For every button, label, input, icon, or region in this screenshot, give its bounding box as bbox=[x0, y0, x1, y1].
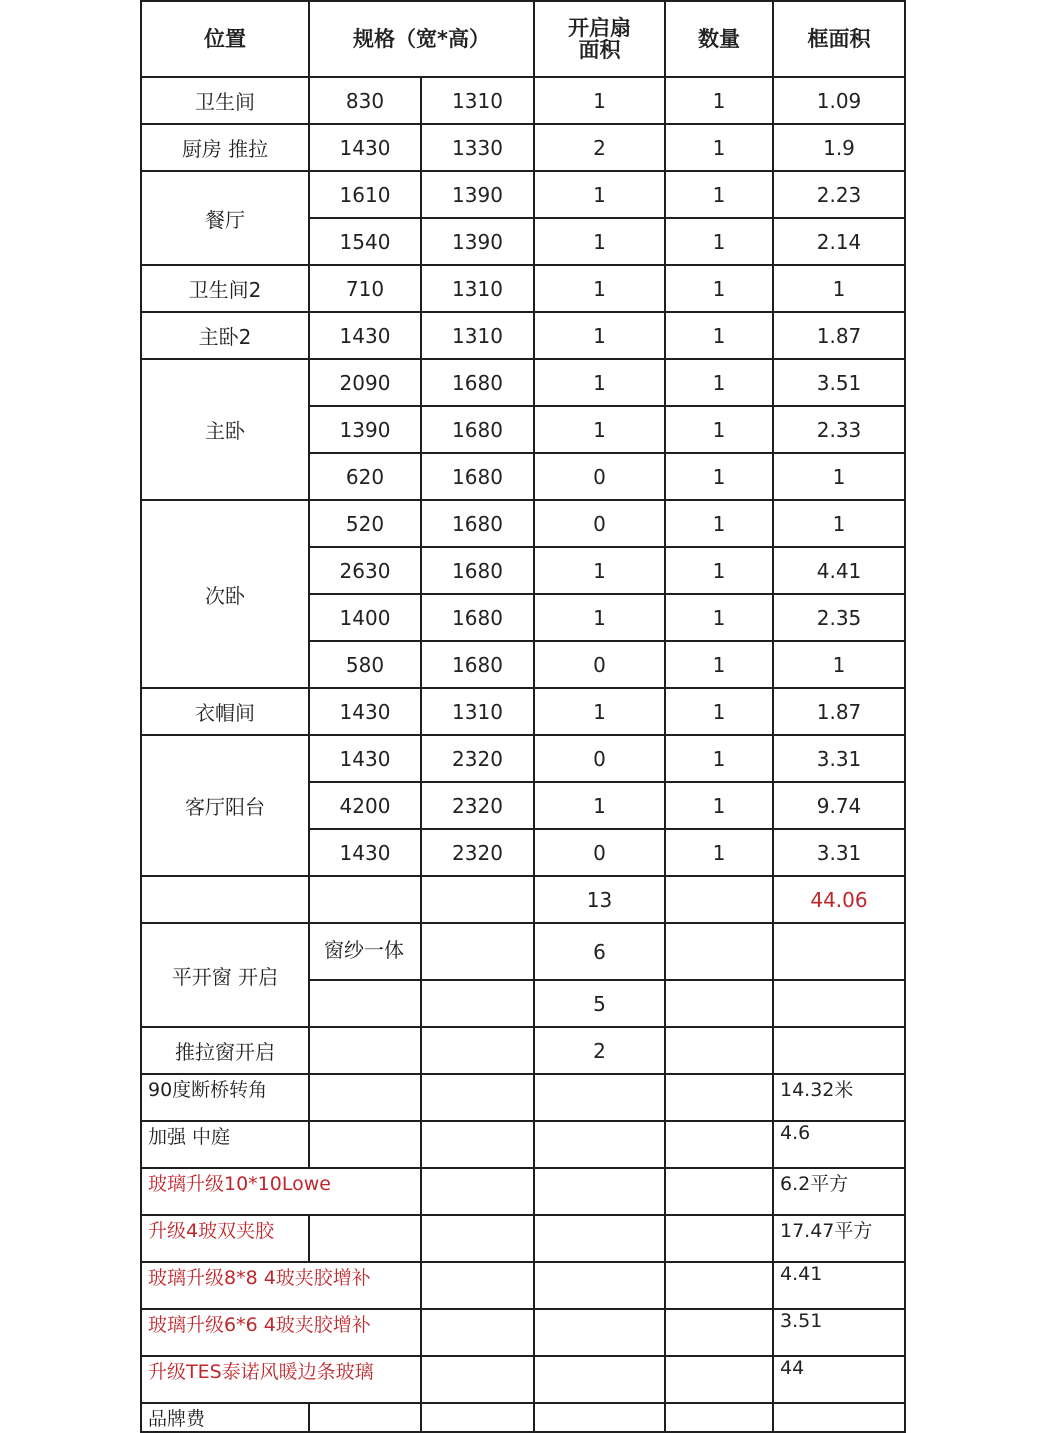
table-row bbox=[141, 359, 905, 406]
cell-frame-area: 2.33 bbox=[773, 406, 905, 453]
extra-label: 玻璃升级8*8 4玻夹胶增补 bbox=[141, 1262, 421, 1309]
cell-open-area: 1 bbox=[534, 594, 665, 641]
extra-label: 升级4玻双夹胶 bbox=[141, 1215, 309, 1262]
empty-cell bbox=[309, 1027, 421, 1074]
extra-value: 3.51 bbox=[773, 1309, 905, 1356]
empty-cell bbox=[309, 980, 421, 1027]
cell-height: 1310 bbox=[421, 688, 534, 735]
cell-height: 2320 bbox=[421, 782, 534, 829]
empty-cell bbox=[773, 1403, 905, 1432]
cell-height: 2320 bbox=[421, 735, 534, 782]
cell-quantity: 1 bbox=[665, 594, 773, 641]
cell-open-area: 1 bbox=[534, 171, 665, 218]
cell-quantity: 1 bbox=[665, 124, 773, 171]
cell-width: 1400 bbox=[309, 594, 421, 641]
window-spec-table bbox=[140, 0, 906, 1433]
cell-frame-area: 1 bbox=[773, 453, 905, 500]
cell-open-area: 1 bbox=[534, 218, 665, 265]
extra-row bbox=[141, 1121, 905, 1168]
empty-cell bbox=[421, 923, 534, 980]
empty-cell bbox=[534, 1262, 665, 1309]
cell-quantity: 1 bbox=[665, 312, 773, 359]
empty-cell bbox=[534, 1309, 665, 1356]
cell-width: 2090 bbox=[309, 359, 421, 406]
extra-value: 4.41 bbox=[773, 1262, 905, 1309]
cell-width: 1430 bbox=[309, 829, 421, 876]
empty-cell bbox=[421, 1262, 534, 1309]
cell-location: 餐厅 bbox=[141, 171, 309, 265]
empty-cell bbox=[309, 876, 421, 923]
empty-cell bbox=[665, 1309, 773, 1356]
cell-height: 2320 bbox=[421, 829, 534, 876]
cell-height: 1680 bbox=[421, 359, 534, 406]
empty-cell bbox=[534, 1356, 665, 1403]
empty-cell bbox=[665, 1356, 773, 1403]
cell-open-area: 2 bbox=[534, 124, 665, 171]
extra-value: 44 bbox=[773, 1356, 905, 1403]
empty-cell bbox=[665, 1121, 773, 1168]
cell-open-area: 1 bbox=[534, 782, 665, 829]
total-frame-area: 44.06 bbox=[773, 876, 905, 923]
cell-frame-area: 1.87 bbox=[773, 312, 905, 359]
empty-cell bbox=[534, 1215, 665, 1262]
empty-cell bbox=[773, 980, 905, 1027]
empty-cell bbox=[534, 1074, 665, 1121]
cell-location: 卫生间2 bbox=[141, 265, 309, 312]
empty-cell bbox=[421, 1403, 534, 1432]
cell-height: 1310 bbox=[421, 312, 534, 359]
cell-height: 1330 bbox=[421, 124, 534, 171]
table-row bbox=[141, 688, 905, 735]
header-quantity: 数量 bbox=[665, 1, 773, 77]
empty-cell bbox=[665, 1262, 773, 1309]
empty-cell bbox=[421, 1027, 534, 1074]
cell-quantity: 1 bbox=[665, 218, 773, 265]
empty-cell bbox=[665, 1074, 773, 1121]
cell-quantity: 1 bbox=[665, 641, 773, 688]
table-row bbox=[141, 312, 905, 359]
sliding-label: 推拉窗开启 bbox=[141, 1027, 309, 1074]
empty-cell bbox=[309, 1403, 421, 1432]
extra-row bbox=[141, 1309, 905, 1356]
cell-height: 1680 bbox=[421, 641, 534, 688]
cell-width: 1430 bbox=[309, 688, 421, 735]
cell-width: 4200 bbox=[309, 782, 421, 829]
cell-quantity: 1 bbox=[665, 735, 773, 782]
header-spec: 规格（宽*高） bbox=[309, 1, 534, 77]
cell-width: 1540 bbox=[309, 218, 421, 265]
cell-width: 620 bbox=[309, 453, 421, 500]
casement-row bbox=[141, 923, 905, 980]
empty-cell bbox=[421, 1356, 534, 1403]
cell-quantity: 1 bbox=[665, 359, 773, 406]
extra-label: 加强 中庭 bbox=[141, 1121, 309, 1168]
cell-frame-area: 3.31 bbox=[773, 829, 905, 876]
cell-quantity: 1 bbox=[665, 406, 773, 453]
cell-width: 1430 bbox=[309, 312, 421, 359]
cell-height: 1680 bbox=[421, 594, 534, 641]
cell-height: 1680 bbox=[421, 406, 534, 453]
empty-cell bbox=[421, 1168, 534, 1215]
cell-location: 主卧 bbox=[141, 359, 309, 500]
cell-location: 客厅阳台 bbox=[141, 735, 309, 876]
empty-cell bbox=[665, 1215, 773, 1262]
cell-quantity: 1 bbox=[665, 77, 773, 124]
empty-cell bbox=[421, 1074, 534, 1121]
cell-open-area: 1 bbox=[534, 77, 665, 124]
empty-cell bbox=[773, 923, 905, 980]
empty-cell bbox=[665, 1168, 773, 1215]
empty-cell bbox=[309, 1074, 421, 1121]
cell-frame-area: 1 bbox=[773, 641, 905, 688]
extra-label: 品牌费 bbox=[141, 1403, 309, 1432]
cell-frame-area: 2.23 bbox=[773, 171, 905, 218]
cell-height: 1680 bbox=[421, 547, 534, 594]
empty-cell bbox=[141, 876, 309, 923]
cell-width: 1610 bbox=[309, 171, 421, 218]
extra-row bbox=[141, 1168, 905, 1215]
extra-label: 玻璃升级10*10Lowe bbox=[141, 1168, 421, 1215]
cell-width: 2630 bbox=[309, 547, 421, 594]
cell-height: 1310 bbox=[421, 265, 534, 312]
cell-location: 衣帽间 bbox=[141, 688, 309, 735]
extra-label: 玻璃升级6*6 4玻夹胶增补 bbox=[141, 1309, 421, 1356]
empty-cell bbox=[534, 1121, 665, 1168]
cell-quantity: 1 bbox=[665, 782, 773, 829]
casement-open-2: 5 bbox=[534, 980, 665, 1027]
extra-value: 6.2平方 bbox=[773, 1168, 905, 1215]
cell-quantity: 1 bbox=[665, 453, 773, 500]
header-row bbox=[141, 1, 905, 77]
total-open-area: 13 bbox=[534, 876, 665, 923]
extra-value: 17.47平方 bbox=[773, 1215, 905, 1262]
cell-quantity: 1 bbox=[665, 500, 773, 547]
empty-cell bbox=[773, 1027, 905, 1074]
cell-height: 1390 bbox=[421, 218, 534, 265]
cell-height: 1390 bbox=[421, 171, 534, 218]
header-open-area: 开启扇面积 bbox=[534, 1, 665, 77]
extra-label: 升级TES泰诺风暖边条玻璃 bbox=[141, 1356, 421, 1403]
sliding-row bbox=[141, 1027, 905, 1074]
cell-width: 520 bbox=[309, 500, 421, 547]
header-location: 位置 bbox=[141, 1, 309, 77]
cell-width: 710 bbox=[309, 265, 421, 312]
cell-quantity: 1 bbox=[665, 829, 773, 876]
empty-cell bbox=[534, 1168, 665, 1215]
extra-row bbox=[141, 1074, 905, 1121]
header-frame-area: 框面积 bbox=[773, 1, 905, 77]
cell-open-area: 0 bbox=[534, 829, 665, 876]
cell-width: 1390 bbox=[309, 406, 421, 453]
cell-open-area: 1 bbox=[534, 359, 665, 406]
empty-cell bbox=[534, 1403, 665, 1432]
table-row bbox=[141, 500, 905, 547]
cell-height: 1680 bbox=[421, 500, 534, 547]
extra-value: 4.6 bbox=[773, 1121, 905, 1168]
cell-open-area: 1 bbox=[534, 688, 665, 735]
cell-open-area: 1 bbox=[534, 265, 665, 312]
cell-frame-area: 2.14 bbox=[773, 218, 905, 265]
extra-row bbox=[141, 1262, 905, 1309]
empty-cell bbox=[665, 980, 773, 1027]
extra-label: 90度断桥转角 bbox=[141, 1074, 309, 1121]
table-row bbox=[141, 171, 905, 218]
empty-cell bbox=[421, 1121, 534, 1168]
empty-cell bbox=[665, 923, 773, 980]
cell-frame-area: 1 bbox=[773, 500, 905, 547]
extra-value: 14.32米 bbox=[773, 1074, 905, 1121]
sliding-open: 2 bbox=[534, 1027, 665, 1074]
cell-location: 厨房 推拉 bbox=[141, 124, 309, 171]
cell-location: 次卧 bbox=[141, 500, 309, 688]
cell-height: 1310 bbox=[421, 77, 534, 124]
cell-open-area: 0 bbox=[534, 735, 665, 782]
casement-open-1: 6 bbox=[534, 923, 665, 980]
cell-frame-area: 2.35 bbox=[773, 594, 905, 641]
table-row bbox=[141, 735, 905, 782]
cell-quantity: 1 bbox=[665, 688, 773, 735]
cell-frame-area: 4.41 bbox=[773, 547, 905, 594]
empty-cell bbox=[421, 876, 534, 923]
cell-open-area: 0 bbox=[534, 641, 665, 688]
extra-row bbox=[141, 1215, 905, 1262]
cell-frame-area: 9.74 bbox=[773, 782, 905, 829]
cell-open-area: 1 bbox=[534, 547, 665, 594]
cell-frame-area: 1.9 bbox=[773, 124, 905, 171]
cell-open-area: 1 bbox=[534, 406, 665, 453]
cell-frame-area: 3.31 bbox=[773, 735, 905, 782]
cell-width: 1430 bbox=[309, 735, 421, 782]
cell-width: 580 bbox=[309, 641, 421, 688]
cell-open-area: 0 bbox=[534, 500, 665, 547]
cell-frame-area: 1.87 bbox=[773, 688, 905, 735]
cell-open-area: 0 bbox=[534, 453, 665, 500]
cell-height: 1680 bbox=[421, 453, 534, 500]
casement-label: 平开窗 开启 bbox=[141, 923, 309, 1027]
cell-width: 830 bbox=[309, 77, 421, 124]
cell-quantity: 1 bbox=[665, 265, 773, 312]
cell-quantity: 1 bbox=[665, 547, 773, 594]
empty-cell bbox=[665, 876, 773, 923]
extra-row bbox=[141, 1356, 905, 1403]
cell-open-area: 1 bbox=[534, 312, 665, 359]
table-row bbox=[141, 77, 905, 124]
cell-width: 1430 bbox=[309, 124, 421, 171]
cell-frame-area: 1.09 bbox=[773, 77, 905, 124]
extra-row bbox=[141, 1403, 905, 1432]
casement-note: 窗纱一体 bbox=[309, 923, 421, 980]
table-row bbox=[141, 265, 905, 312]
empty-cell bbox=[665, 1027, 773, 1074]
empty-cell bbox=[421, 1309, 534, 1356]
empty-cell bbox=[421, 980, 534, 1027]
cell-quantity: 1 bbox=[665, 171, 773, 218]
cell-frame-area: 1 bbox=[773, 265, 905, 312]
empty-cell bbox=[309, 1121, 421, 1168]
empty-cell bbox=[665, 1403, 773, 1432]
total-row bbox=[141, 876, 905, 923]
empty-cell bbox=[421, 1215, 534, 1262]
table-row bbox=[141, 124, 905, 171]
cell-location: 卫生间 bbox=[141, 77, 309, 124]
empty-cell bbox=[309, 1215, 421, 1262]
cell-frame-area: 3.51 bbox=[773, 359, 905, 406]
cell-location: 主卧2 bbox=[141, 312, 309, 359]
